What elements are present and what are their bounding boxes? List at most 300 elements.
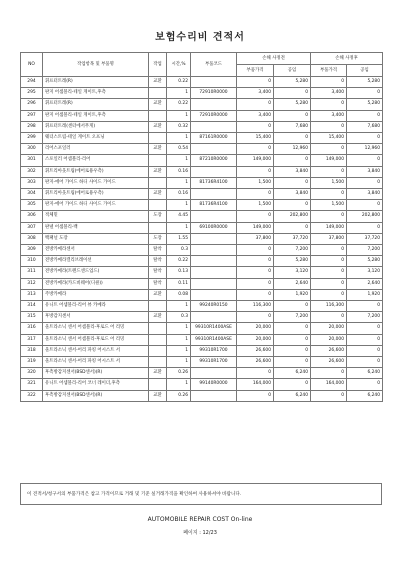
row-work-item: 전방카메라센서 <box>43 245 149 256</box>
row-labor-after: 0 <box>347 379 383 390</box>
row-hours: 4.45 <box>167 211 191 222</box>
row-parts-price: 149,000 <box>237 222 274 233</box>
row-parts-price: 20,000 <box>237 334 274 345</box>
table-row <box>21 133 383 144</box>
row-hours: 1 <box>167 357 191 368</box>
row-method <box>149 177 167 188</box>
row-parts-price-after: 37,800 <box>311 233 347 244</box>
row-no: 303 <box>21 177 43 188</box>
row-parts-price: 149,000 <box>237 155 274 166</box>
row-part-code: 99310R1700 <box>191 345 237 356</box>
row-parts-price: 0 <box>237 211 274 222</box>
row-hours: 0.16 <box>167 166 191 177</box>
row-part-code <box>191 256 237 267</box>
row-parts-price-after: 20,000 <box>311 323 347 334</box>
row-no: 318 <box>21 345 43 356</box>
row-no: 297 <box>21 110 43 121</box>
row-part-code <box>191 121 237 132</box>
header-after-adjustment: 손해 사정후 <box>311 53 383 65</box>
row-parts-price-after: 0 <box>311 144 347 155</box>
row-parts-price: 1,500 <box>237 200 274 211</box>
row-parts-price: 0 <box>237 189 274 200</box>
row-method <box>149 379 167 390</box>
row-no: 302 <box>21 166 43 177</box>
row-parts-price: 26,600 <box>237 357 274 368</box>
row-labor-after: 7,200 <box>347 312 383 323</box>
row-no: 295 <box>21 88 43 99</box>
row-labor: 5,280 <box>274 77 311 88</box>
row-hours: 1 <box>167 88 191 99</box>
header-parts-price-after: 부품가격 <box>311 65 347 77</box>
row-labor-after: 1,920 <box>347 289 383 300</box>
row-work-item: 리어스포일러 <box>43 144 149 155</box>
table-row <box>21 323 383 334</box>
row-labor: 3,840 <box>274 189 311 200</box>
row-method: 탈착 <box>149 278 167 289</box>
row-method: 교환 <box>149 312 167 323</box>
row-work-item: 휘프터트레(R) <box>43 99 149 110</box>
row-method <box>149 133 167 144</box>
row-labor-after: 0 <box>347 200 383 211</box>
row-no: 310 <box>21 256 43 267</box>
row-no: 316 <box>21 323 43 334</box>
row-labor-after: 0 <box>347 323 383 334</box>
row-work-item: 백패널 도장 <box>43 233 149 244</box>
row-labor: 0 <box>274 301 311 312</box>
row-method: 교환 <box>149 99 167 110</box>
row-no: 308 <box>21 233 43 244</box>
row-labor-after: 0 <box>347 345 383 356</box>
row-labor-after: 12,960 <box>347 144 383 155</box>
estimate-table <box>20 52 383 402</box>
disclaimer-note: 이 견적서/청구서의 부품가격은 참고 가격이므로 거래 및 기준 실거래가격을 확인하여 사용하셔야 바랍니다. <box>20 483 382 505</box>
row-hours: 0.32 <box>167 121 191 132</box>
row-hours: 0.3 <box>167 245 191 256</box>
row-method: 도장 <box>149 233 167 244</box>
row-method <box>149 323 167 334</box>
row-part-code: 72910R0000 <box>191 88 237 99</box>
row-labor: 0 <box>274 88 311 99</box>
row-labor-after: 0 <box>347 222 383 233</box>
row-hours: 0.11 <box>167 278 191 289</box>
row-hours: 1 <box>167 301 191 312</box>
row-part-code: 81736R4100 <box>191 200 237 211</box>
table-row <box>21 211 383 222</box>
row-labor: 7,200 <box>274 312 311 323</box>
row-parts-price: 0 <box>237 245 274 256</box>
row-parts-price-after: 15,400 <box>311 133 347 144</box>
table-row <box>21 245 383 256</box>
table-row <box>21 312 383 323</box>
row-labor: 0 <box>274 345 311 356</box>
row-labor-after: 7,680 <box>347 121 383 132</box>
row-parts-price-after: 149,000 <box>311 155 347 166</box>
row-part-code: 99310R1400ASE <box>191 334 237 345</box>
row-parts-price-after: 0 <box>311 267 347 278</box>
row-method: 탈착 <box>149 245 167 256</box>
row-no: 298 <box>21 121 43 132</box>
row-work-item: 휘트리아웃트림(에어로용우측) <box>43 166 149 177</box>
table-row <box>21 278 383 289</box>
row-no: 314 <box>21 301 43 312</box>
row-labor: 0 <box>274 334 311 345</box>
row-part-code <box>191 77 237 88</box>
footer-brand: AUTOMOBILE REPAIR COST On-line <box>147 516 253 523</box>
row-parts-price-after: 0 <box>311 256 347 267</box>
row-method <box>149 155 167 166</box>
row-part-code <box>191 211 237 222</box>
row-labor-after: 37,720 <box>347 233 383 244</box>
row-part-code <box>191 245 237 256</box>
row-parts-price: 3,400 <box>237 110 274 121</box>
row-no: 320 <box>21 368 43 379</box>
table-row <box>21 88 383 99</box>
row-method <box>149 334 167 345</box>
row-method <box>149 110 167 121</box>
table-row <box>21 200 383 211</box>
header-method: 작업 <box>149 53 167 77</box>
row-part-code <box>191 289 237 300</box>
row-method: 도장 <box>149 211 167 222</box>
row-labor: 3,120 <box>274 267 311 278</box>
row-no: 313 <box>21 289 43 300</box>
row-parts-price-after: 26,600 <box>311 357 347 368</box>
row-parts-price-after: 0 <box>311 121 347 132</box>
row-part-code: 99140R0000 <box>191 379 237 390</box>
row-labor: 0 <box>274 110 311 121</box>
header-before-adjustment: 손해 사정전 <box>237 53 311 65</box>
row-parts-price-after: 149,000 <box>311 222 347 233</box>
row-parts-price-after: 0 <box>311 99 347 110</box>
row-labor-after: 5,280 <box>347 256 383 267</box>
row-labor: 0 <box>274 177 311 188</box>
row-parts-price: 0 <box>237 368 274 379</box>
row-work-item: 휘트리아웃트림(에어로용우측) <box>43 189 149 200</box>
row-labor-after: 3,840 <box>347 189 383 200</box>
row-no: 306 <box>21 211 43 222</box>
row-labor: 0 <box>274 200 311 211</box>
table-row <box>21 379 383 390</box>
row-no: 300 <box>21 144 43 155</box>
row-parts-price-after: 0 <box>311 390 347 401</box>
row-part-code <box>191 189 237 200</box>
row-work-item: 휘프터트레(R) <box>43 77 149 88</box>
header-work-item: 작업항목 및 부품명 <box>43 53 149 77</box>
row-hours: 0.3 <box>167 312 191 323</box>
table-row <box>21 368 383 379</box>
table-row <box>21 166 383 177</box>
row-labor: 0 <box>274 357 311 368</box>
row-labor: 3,840 <box>274 166 311 177</box>
row-labor-after: 0 <box>347 301 383 312</box>
row-parts-price-after: 0 <box>311 312 347 323</box>
row-no: 304 <box>21 189 43 200</box>
table-row <box>21 334 383 345</box>
row-labor: 7,680 <box>274 121 311 132</box>
table-row <box>21 289 383 300</box>
row-work-item: 휘프터트레(센터에서무게) <box>43 121 149 132</box>
row-parts-price: 0 <box>237 77 274 88</box>
row-part-code <box>191 166 237 177</box>
row-work-item: 스포일러 어셈블리-리어 <box>43 155 149 166</box>
row-part-code <box>191 144 237 155</box>
row-part-code <box>191 233 237 244</box>
row-hours: 1 <box>167 110 191 121</box>
table-row <box>21 177 383 188</box>
row-work-item: 후측방감지센서(BSD센서)(R) <box>43 390 149 401</box>
row-method <box>149 88 167 99</box>
row-parts-price: 1,500 <box>237 177 274 188</box>
row-parts-price-after: 116,300 <box>311 301 347 312</box>
row-method: 탈착 <box>149 256 167 267</box>
row-hours: 1 <box>167 345 191 356</box>
row-hours: 1 <box>167 177 191 188</box>
row-method: 교환 <box>149 390 167 401</box>
row-hours: 1 <box>167 334 191 345</box>
row-hours: 1 <box>167 379 191 390</box>
row-part-code <box>191 390 237 401</box>
header-parts-price: 부품가격 <box>237 65 274 77</box>
row-work-item: 전방카메라(카드비웨어(디클)) <box>43 278 149 289</box>
row-no: 315 <box>21 312 43 323</box>
row-parts-price-after: 0 <box>311 289 347 300</box>
table-row <box>21 233 383 244</box>
row-method: 교환 <box>149 189 167 200</box>
row-parts-price-after: 0 <box>311 245 347 256</box>
row-work-item: 유니트 어셈블리-리어 코너 레이더,후측 <box>43 379 149 390</box>
row-parts-price: 0 <box>237 121 274 132</box>
row-hours: 1 <box>167 133 191 144</box>
row-parts-price: 3,400 <box>237 88 274 99</box>
row-work-item: 전방카메라(트렌드센드업드) <box>43 267 149 278</box>
row-parts-price-after: 3,400 <box>311 88 347 99</box>
row-labor-after: 6,240 <box>347 368 383 379</box>
row-part-code <box>191 278 237 289</box>
table-row <box>21 222 383 233</box>
header-labor-after: 공임 <box>347 65 383 77</box>
row-part-code: 87210R0000 <box>191 155 237 166</box>
row-labor-after: 0 <box>347 88 383 99</box>
row-work-item: 후방감지센서 <box>43 312 149 323</box>
row-parts-price: 0 <box>237 99 274 110</box>
row-parts-price-after: 164,000 <box>311 379 347 390</box>
row-work-item: 전방카메라캘리브레이션 <box>43 256 149 267</box>
row-parts-price: 0 <box>237 256 274 267</box>
row-no: 294 <box>21 77 43 88</box>
row-hours: 0.16 <box>167 189 191 200</box>
row-hours: 0.08 <box>167 289 191 300</box>
row-labor: 0 <box>274 222 311 233</box>
row-parts-price: 0 <box>237 144 274 155</box>
row-parts-price: 37,800 <box>237 233 274 244</box>
row-parts-price: 0 <box>237 267 274 278</box>
row-labor-after: 5,280 <box>347 99 383 110</box>
row-labor: 1,920 <box>274 289 311 300</box>
table-row <box>21 155 383 166</box>
row-labor: 7,200 <box>274 245 311 256</box>
row-hours: 0.26 <box>167 390 191 401</box>
row-labor: 0 <box>274 379 311 390</box>
row-labor-after: 202,800 <box>347 211 383 222</box>
page-number: 페이지 : 12/23 <box>183 530 217 536</box>
row-parts-price-after: 1,500 <box>311 200 347 211</box>
row-work-item: 판지 어셈블리-테일 게이트,후측 <box>43 110 149 121</box>
table-row <box>21 256 383 267</box>
row-part-code <box>191 267 237 278</box>
row-labor-after: 0 <box>347 110 383 121</box>
row-work-item: 울트라소닉 센서-어리 파킹 어시스트 서 <box>43 345 149 356</box>
row-part-code: 69100R0000 <box>191 222 237 233</box>
row-method <box>149 301 167 312</box>
row-labor: 5,280 <box>274 99 311 110</box>
row-method: 교환 <box>149 77 167 88</box>
row-work-item: 울트라소닉 센서 어셈블리-후로드 어 리밍 <box>43 323 149 334</box>
row-parts-price: 0 <box>237 289 274 300</box>
row-hours: 1 <box>167 200 191 211</box>
row-hours: 0.22 <box>167 77 191 88</box>
row-work-item: 주방카메라 <box>43 289 149 300</box>
row-hours: 1 <box>167 155 191 166</box>
row-no: 296 <box>21 99 43 110</box>
row-parts-price-after: 20,000 <box>311 334 347 345</box>
row-labor: 6,240 <box>274 368 311 379</box>
row-method: 교환 <box>149 166 167 177</box>
row-method: 탈착 <box>149 267 167 278</box>
header-part-code: 부품코드 <box>191 53 237 77</box>
row-part-code: 81736R4100 <box>191 177 237 188</box>
row-work-item: 울트라소닉 센서-어리 파킹 어시스트 서 <box>43 357 149 368</box>
row-parts-price-after: 0 <box>311 77 347 88</box>
row-labor: 0 <box>274 323 311 334</box>
row-no: 311 <box>21 267 43 278</box>
row-parts-price: 20,000 <box>237 323 274 334</box>
row-work-item: 울트라소닉 센서 어셈블리-후로드 어 리밍 <box>43 334 149 345</box>
row-method <box>149 357 167 368</box>
row-work-item: 판지 어셈블리-테일 게이트,후측 <box>43 88 149 99</box>
row-part-code <box>191 99 237 110</box>
row-no: 309 <box>21 245 43 256</box>
row-method <box>149 345 167 356</box>
header-labor: 공임 <box>274 65 311 77</box>
row-labor-after: 0 <box>347 357 383 368</box>
table-row <box>21 357 383 368</box>
row-labor-after: 3,120 <box>347 267 383 278</box>
row-labor-after: 7,200 <box>347 245 383 256</box>
row-parts-price: 0 <box>237 166 274 177</box>
row-parts-price-after: 0 <box>311 368 347 379</box>
row-method <box>149 200 167 211</box>
table-row <box>21 189 383 200</box>
table-row <box>21 301 383 312</box>
row-parts-price: 0 <box>237 278 274 289</box>
row-labor: 6,240 <box>274 390 311 401</box>
row-parts-price: 164,000 <box>237 379 274 390</box>
row-parts-price-after: 3,400 <box>311 110 347 121</box>
row-part-code: 87161R0000 <box>191 133 237 144</box>
row-labor: 5,280 <box>274 256 311 267</box>
row-part-code <box>191 312 237 323</box>
document-title: 보험수리비 견적서 <box>155 32 245 43</box>
header-hours: 시간,% <box>167 53 191 77</box>
row-no: 305 <box>21 200 43 211</box>
row-work-item: 적체밑 <box>43 211 149 222</box>
table-row <box>21 144 383 155</box>
row-part-code: 72910R0000 <box>191 110 237 121</box>
row-part-code <box>191 368 237 379</box>
row-method: 교환 <box>149 121 167 132</box>
row-parts-price-after: 0 <box>311 278 347 289</box>
row-no: 301 <box>21 155 43 166</box>
row-work-item: 판지-에어 가이드 하디 사이드 가이드 <box>43 177 149 188</box>
table-row <box>21 267 383 278</box>
row-labor: 2,640 <box>274 278 311 289</box>
row-parts-price-after: 0 <box>311 189 347 200</box>
row-parts-price-after: 0 <box>311 166 347 177</box>
row-no: 322 <box>21 390 43 401</box>
row-work-item: 후측방감지센서(BSD센서)(R) <box>43 368 149 379</box>
table-row <box>21 99 383 110</box>
table-row <box>21 77 383 88</box>
row-method: 교환 <box>149 289 167 300</box>
row-no: 307 <box>21 222 43 233</box>
row-part-code: 99310R1700 <box>191 357 237 368</box>
row-labor: 0 <box>274 133 311 144</box>
row-labor-after: 0 <box>347 133 383 144</box>
row-parts-price: 15,400 <box>237 133 274 144</box>
row-labor-after: 6,240 <box>347 390 383 401</box>
row-no: 321 <box>21 379 43 390</box>
row-hours: 0.13 <box>167 267 191 278</box>
row-hours: 0.26 <box>167 368 191 379</box>
row-hours: 1.55 <box>167 233 191 244</box>
row-part-code: 99240R0150 <box>191 301 237 312</box>
row-labor: 0 <box>274 155 311 166</box>
table-row <box>21 121 383 132</box>
row-labor-after: 3,840 <box>347 166 383 177</box>
row-labor-after: 0 <box>347 155 383 166</box>
row-no: 299 <box>21 133 43 144</box>
row-parts-price: 0 <box>237 312 274 323</box>
row-parts-price-after: 0 <box>311 211 347 222</box>
row-hours: 0.54 <box>167 144 191 155</box>
estimate-rows <box>21 77 383 402</box>
row-no: 319 <box>21 357 43 368</box>
row-hours: 1 <box>167 222 191 233</box>
table-row <box>21 110 383 121</box>
row-part-code: 99310R1400ASE <box>191 323 237 334</box>
row-method <box>149 222 167 233</box>
row-labor-after: 0 <box>347 334 383 345</box>
row-method: 교환 <box>149 144 167 155</box>
table-row <box>21 390 383 401</box>
row-no: 312 <box>21 278 43 289</box>
header-no: NO <box>21 53 43 77</box>
row-parts-price: 0 <box>237 390 274 401</box>
row-no: 317 <box>21 334 43 345</box>
row-labor-after: 5,280 <box>347 77 383 88</box>
row-parts-price-after: 26,600 <box>311 345 347 356</box>
row-work-item: 웨더스트립-테일 게이트 오프닝 <box>43 133 149 144</box>
row-parts-price: 116,300 <box>237 301 274 312</box>
row-work-item: 유니트 어셈블리-리어 뷰 카메라 <box>43 301 149 312</box>
row-labor: 37,720 <box>274 233 311 244</box>
row-parts-price-after: 1,500 <box>311 177 347 188</box>
row-labor: 12,960 <box>274 144 311 155</box>
row-labor-after: 2,640 <box>347 278 383 289</box>
row-work-item: 판지-에어 가이드 하디 사이드 가이드 <box>43 200 149 211</box>
row-labor: 202,800 <box>274 211 311 222</box>
row-parts-price: 26,600 <box>237 345 274 356</box>
